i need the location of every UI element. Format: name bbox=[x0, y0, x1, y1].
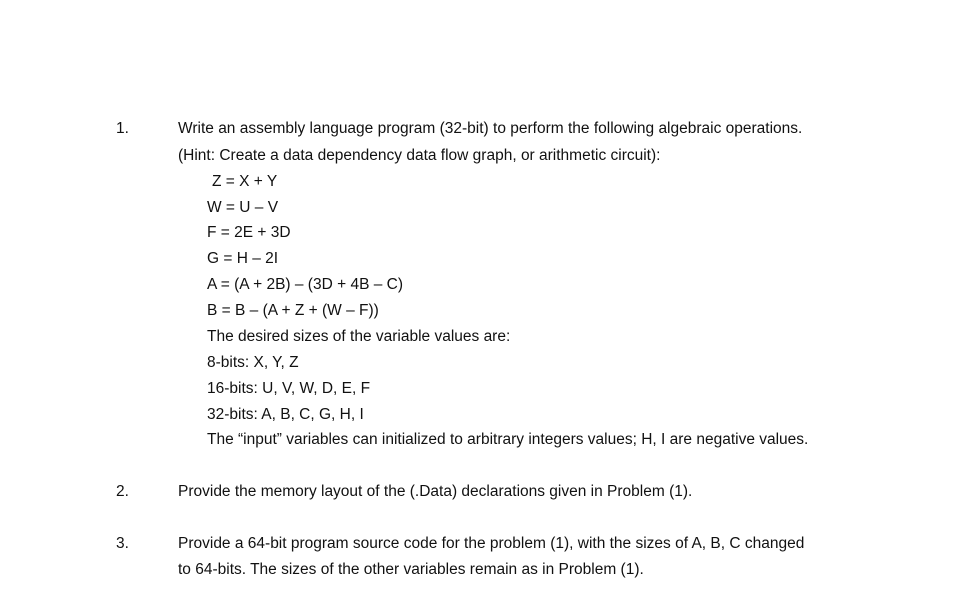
equation-a: A = (A + 2B) – (3D + 4B – C) bbox=[207, 276, 403, 293]
problem-2-number: 2. bbox=[116, 483, 129, 500]
equation-f: F = 2E + 3D bbox=[207, 224, 291, 241]
input-note: The “input” variables can initialized to arbitrary integers values; H, I are negative values. bbox=[207, 431, 809, 448]
equation-w: W = U – V bbox=[207, 199, 279, 216]
problem-1-text-line-1: Write an assembly language program (32-bit) to perform the following algebraic operations. bbox=[178, 120, 803, 137]
sizes-intro: The desired sizes of the variable values are: bbox=[207, 328, 511, 345]
problem-3-text-line-1: Provide a 64-bit program source code for the problem (1), with the sizes of A, B, C changed bbox=[178, 535, 805, 552]
equation-z: Z = X + Y bbox=[212, 173, 278, 190]
problem-2-text-line-1: Provide the memory layout of the (.Data) declarations given in Problem (1). bbox=[178, 483, 693, 500]
equation-b: B = B – (A + Z + (W – F)) bbox=[207, 302, 379, 319]
problem-3-text-line-2: to 64-bits. The sizes of the other variables remain as in Problem (1). bbox=[178, 561, 644, 578]
problem-1-number: 1. bbox=[116, 120, 129, 137]
problem-3-number: 3. bbox=[116, 535, 129, 552]
problem-1-text-line-2: (Hint: Create a data dependency data flow graph, or arithmetic circuit): bbox=[178, 147, 661, 164]
sizes-8bit: 8-bits: X, Y, Z bbox=[207, 354, 299, 371]
equation-g: G = H – 2I bbox=[207, 250, 279, 267]
sizes-16bit: 16-bits: U, V, W, D, E, F bbox=[207, 380, 371, 397]
sizes-32bit: 32-bits: A, B, C, G, H, I bbox=[207, 406, 364, 423]
